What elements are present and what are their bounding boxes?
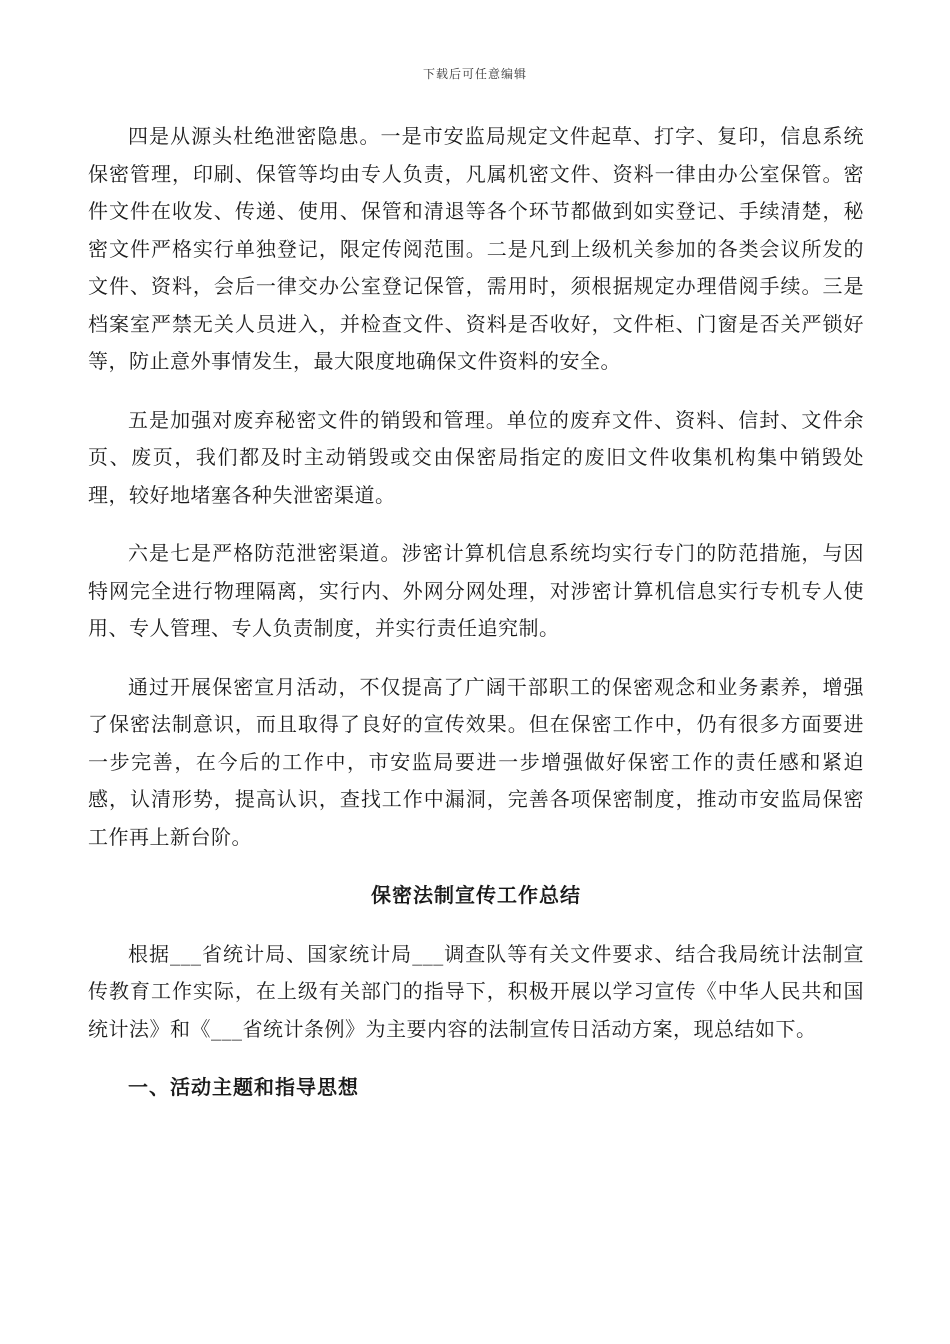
paragraph-intro: 根据___省统计局、国家统计局___调查队等有关文件要求、结合我局统计法制宣传教育工作实际，在上级有关部门的指导下，积极开展以学习宣传《中华人民共和国统计法》和《___省统计条例》为主要内容的法制宣传日活动方案，现总结如下。	[88, 941, 864, 1041]
paragraph-gap	[88, 856, 864, 877]
paragraph-gap	[88, 648, 864, 669]
paragraph-leak-channels: 六是七是严格防范泄密渠道。涉密计算机信息系统均实行专门的防范措施，与因特网完全进行物理隔离，实行内、外网分网处理，对涉密计算机信息实行专机专人使用、专人管理、专人负责制度，并实行责任追究制。	[88, 541, 864, 640]
document-body	[88, 118, 864, 1107]
page-header-note: 下载后可任意编辑	[422, 67, 527, 81]
paragraph-gap	[88, 1048, 864, 1069]
document-title: 保密法制宣传工作总结	[371, 883, 581, 907]
paragraph-gap	[88, 514, 864, 535]
paragraph-gap	[88, 915, 864, 936]
paragraph-conclusion: 通过开展保密宣月活动，不仅提高了广阔干部职工的保密观念和业务素养，增强了保密法制意识，而且取得了良好的宣传效果。但在保密工作中，仍有很多方面要进一步完善，在今后的工作中，市安监局要进一步增强做好保密工作的责任感和紧迫感，认清形势，提高认识，查找工作中漏洞，完善各项保密制度，推动市安监局保密工作再上新台阶。	[88, 674, 864, 849]
section-heading-1: 一、活动主题和指导思想	[128, 1075, 359, 1099]
paragraph-waste-destruction: 五是加强对废弃秘密文件的销毁和管理。单位的废弃文件、资料、信封、文件余页、废页，我们都及时主动销毁或交由保密局指定的废旧文件收集机构集中销毁处理，较好地堵塞各种失泄密渠道。	[88, 407, 864, 507]
paragraph-gap	[88, 381, 864, 402]
paragraph-source-prevention: 四是从源头杜绝泄密隐患。一是市安监局规定文件起草、打字、复印，信息系统保密管理，印刷、保管等均由专人负责，凡属机密文件、资料一律由办公室保管。密件文件在收发、传递、使用、保管和清退等各个环节都做到如实登记、手续清楚，秘密文件严格实行单独登记，限定传阅范围。二是凡到上级机关参加的各类会议所发的文件、资料，会后一律交办公室登记保管，需用时，须根据规定办理借阅手续。三是档案室严禁无关人员进入，并检查文件、资料是否收好，文件柜、门窗是否关严锁好等，防止意外事情发生，最大限度地确保文件资料的安全。	[88, 124, 864, 373]
